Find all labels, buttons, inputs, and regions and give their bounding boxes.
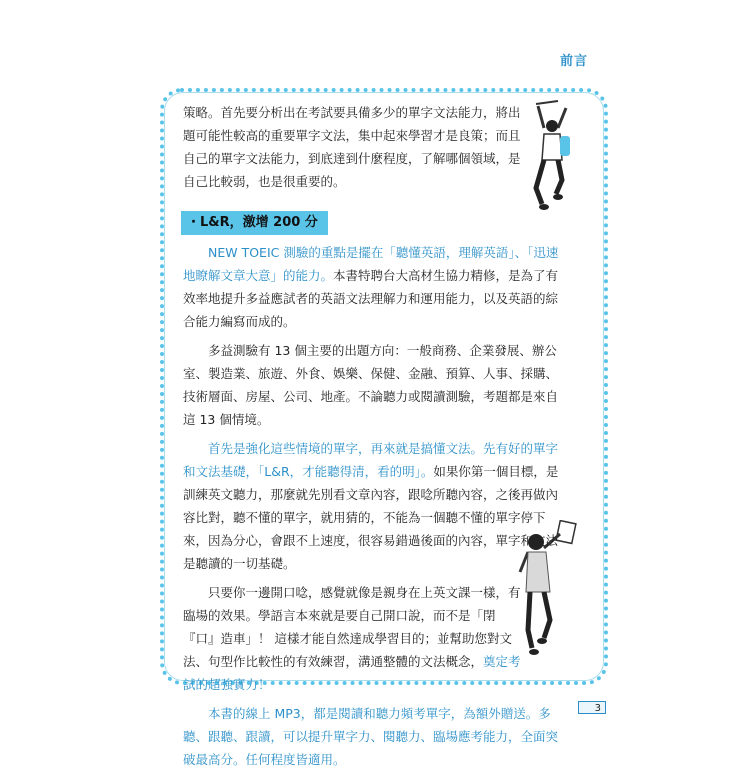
page-number: 3 — [578, 701, 606, 714]
intro-paragraph: 策略。首先要分析出在考試要具備多少的單字文法能力，將出題可能性較高的重要單字文法，集中起來學習才是良策；而且自己的單字文法能力，到底達到什麼程度，了解哪個領域，是自己比較弱，也是很重要的。 — [183, 105, 521, 189]
paragraph-2: 多益測驗有 13 個主要的出題方向：一般商務、企業發展、辦公室、製造業、旅遊、外食、娛樂、保健、金融、預算、人事、採購、技術層面、房屋、公司、地產。不論聽力或閱讀測驗，考題都是來自這 13 個情境。 — [183, 343, 559, 427]
paragraph-1-highlight: NEW TOEIC 測驗的重點是擺在「聽懂英語，理解英語」、「迅速地瞭解文章大意」的能力。 — [183, 245, 559, 283]
paragraph-4-body: 只要你一邊開口唸，感覺就像是親身在上英文課一樣，有臨場的效果。學語言本來就是要自己開口說，而不是「閉『口』造車」！ 這樣才能自然達成學習目的；並幫助您對文法、句型作比較性的有效練習，溝通整體的文法概念， — [183, 585, 521, 669]
paragraph-3-body: 如果你第一個目標，是訓練英文聽力，那麼就先別看文章內容，跟唸所聽內容，之後再做內容比對，聽不懂的單字，就用猜的，不能為一個聽不懂的單字停下來，因為分心，會跟不上速度，很容易錯過後面的內容，單字和文法是聽讀的一切基礎。 — [183, 464, 559, 571]
paragraph-3-highlight: 首先是強化這些情境的單字，再來就是搞懂文法。先有好的單字和文法基礎，「L&R，才能聽得清，看的明」。 — [183, 441, 559, 479]
section-heading: ・L&R，激增 200 分 — [181, 211, 328, 235]
paragraph-4-highlight: 奠定考試的超強實力！ — [183, 654, 521, 692]
paragraph-4 — [183, 581, 523, 696]
paragraph-3 — [183, 437, 563, 575]
chapter-title: 前言 — [560, 54, 589, 69]
paragraph-5: 本書的線上 MP3，都是閱讀和聽力頻考單字，為額外贈送。多聽、跟聽、跟讀，可以提升單字力、閱聽力、臨場應考能力，全面突破最高分。任何程度皆適用。 — [183, 706, 559, 767]
paragraph-1 — [183, 241, 563, 333]
paragraph-1-body: 本書特聘台大高材生協力精修，是為了有效率地提升多益應試者的英語文法理解力和運用能力，以及英語的綜合能力編寫而成的。 — [183, 268, 559, 329]
page-content — [183, 101, 563, 777]
